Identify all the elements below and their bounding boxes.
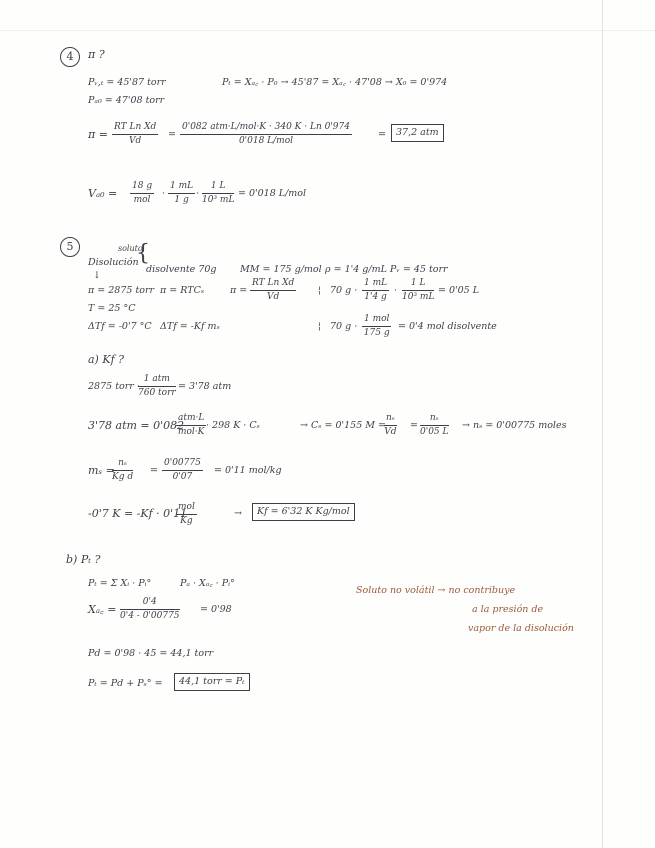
p5a-kf-left: -0'7 K = -Kf · 0'11 [88, 507, 188, 520]
p5-70g-2: 70 g · [330, 321, 358, 332]
p5a-ms-frac-2: $\frac{0'00775}{0'07}$ [164, 458, 201, 482]
p5b-formula-1: Pₜ = Σ Xᵢ · Pᵢ° [88, 578, 152, 589]
p5-70g: 70 g · [330, 285, 358, 296]
p4-line-raoult: Pₜ = Xₐ꜀ · P₀ → 45'87 = Xₐ꜀ · 47'08 → X₀ = 0'974 [222, 77, 448, 88]
p4-pi-fraction: $\frac{\text{RT Ln Xd}}{Vd}$ [114, 122, 157, 146]
p5a-kf-frac: mol Kg [178, 502, 195, 526]
p5a-ns-result: → nₛ = 0'00775 moles [462, 420, 567, 431]
note-line-3: vapor de la disolución [468, 623, 574, 634]
p5a-ns-frac: $\frac{\text{nₛ}}{Vd}$ [384, 413, 397, 437]
p5b-pt: Pₜ = Pd + Pₛ° = [88, 678, 163, 689]
p5-mol-result: = 0'4 mol disolvente [398, 321, 497, 332]
p5a-cs-left: 3'78 atm = 0'082 [88, 419, 185, 432]
p5-col-bar: ¦ [318, 285, 322, 296]
paper-edge [602, 0, 603, 848]
p5-delta-t: ΔTf = -0'7 °C [88, 321, 152, 332]
note-line-1: Soluto no volátil → no contribuye [356, 585, 516, 596]
p4-line-pvt: Pᵥ,ₜ = 45'87 torr [88, 77, 166, 88]
p5a-equals: = [410, 420, 418, 431]
p5b-xd-label: Xₐ꜀ = [88, 603, 117, 616]
p5-pi-fraction: $\frac{\text{RT Ln Xd}}{Vd}$ [252, 278, 295, 302]
p5-col-bar-2: ¦ [318, 321, 322, 332]
p4-vd-frac-3: $\frac{1 L}{\text{10³ mL}}$ [202, 181, 235, 205]
p5b-xd-frac: $\frac{0'4}{0'4 - 0'00775}$ [120, 597, 180, 621]
p5a-atm-result: = 3'78 atm [178, 381, 232, 392]
p5a-r-frac: atm·L mol·K [177, 413, 205, 437]
p4-vd-label: Vₐ₀ = [88, 187, 118, 200]
p5-vol-frac-1: $\frac{1 mL}{1'4 g}$ [364, 278, 388, 302]
p4-equals: = [168, 129, 176, 140]
p5a-kf-result-box: Kf = 6'32 K Kg/mol [252, 503, 355, 521]
p5-vol-frac-2: $\frac{1 L}{\text{10³ mL}}$ [402, 278, 435, 302]
p4-result-box: 37,2 atm [391, 124, 444, 142]
p4-calc-fraction: 0'082 atm·L/mol·K · 340 K · Ln 0'974 0'018 L/mol [182, 122, 350, 146]
p5-pi-value: π = 2875 torr [88, 285, 155, 296]
p4-vd-result: = 0'018 L/mol [238, 188, 307, 199]
p4-line-p0: Pₐ₀ = 47'08 torr [88, 95, 165, 106]
p4-dot-2: · [196, 188, 200, 199]
p5-disolucion: Disolución [88, 257, 139, 268]
p5-mol-frac: 1 mol 175 g [363, 314, 390, 338]
p5-pi-formula: π = RTCₛ [160, 285, 205, 296]
p4-vd-frac-1: 18 g mol [132, 181, 153, 205]
p5a-cs-mid: · 298 K · Cₛ [206, 420, 260, 431]
p5-delta-formula: ΔTf = -Kf mₛ [160, 321, 220, 332]
note-line-2: a la presión de [472, 604, 544, 615]
p5a-torr: 2875 torr · [88, 381, 140, 392]
p5-temp: T = 25 °C [88, 303, 136, 314]
p5a-ms-result: = 0'11 mol/kg [214, 465, 282, 476]
p5a-cs-arrow: → Cₛ = 0'155 M = [300, 420, 386, 431]
p5a-atm-frac: 1 atm 760 torr [138, 374, 176, 398]
p5-disolvente: disolvente 70g [146, 264, 217, 275]
p5-soluto: soluto [118, 244, 143, 253]
p4-pi-label: π = [88, 128, 108, 141]
p5-mm: MM = 175 g/mol [240, 264, 322, 275]
p5-dot: · [394, 285, 398, 296]
p5a-ms-frac: $\frac{\text{nₛ}}{\text{Kg d}}$ [112, 458, 134, 482]
p5-part-a: a) Kf ? [88, 353, 125, 366]
p5-pi-eq: π = [230, 285, 248, 296]
paper-edge-top [0, 30, 655, 31]
p5a-kf-arrow: → [234, 508, 242, 519]
p5a-ns2-frac: $\frac{\text{nₛ}}{0'05 L}$ [420, 413, 449, 437]
p4-vd-frac-2: $\frac{1 mL}{1 g}$ [170, 181, 194, 205]
p5-vol-result: = 0'05 L [438, 285, 480, 296]
p5b-formula-2: Pₐ · Xₐ꜀ · Pᵢ° [180, 578, 235, 589]
p4-dot: · [162, 188, 166, 199]
problem-5-number: 5 [60, 237, 80, 257]
p5a-ms-label: mₛ = [88, 464, 115, 477]
p5-part-b: b) Pₜ ? [66, 553, 101, 566]
p5b-pd: Pd = 0'98 · 45 = 44,1 torr [88, 648, 214, 659]
p5-density: ρ = 1'4 g/mL Pᵥ = 45 torr [325, 264, 448, 275]
p5a-equals-2: = [150, 465, 158, 476]
problem-4-number: 4 [60, 47, 80, 67]
problem-4-title: π ? [88, 48, 105, 61]
p5b-result-box: 44,1 torr = Pₜ [174, 673, 250, 691]
p5-brace: { [136, 241, 150, 266]
p5b-xd-result: = 0'98 [200, 604, 232, 615]
p5-arrow-down: ↓ [93, 270, 101, 281]
p4-equals-2: = [378, 129, 386, 140]
